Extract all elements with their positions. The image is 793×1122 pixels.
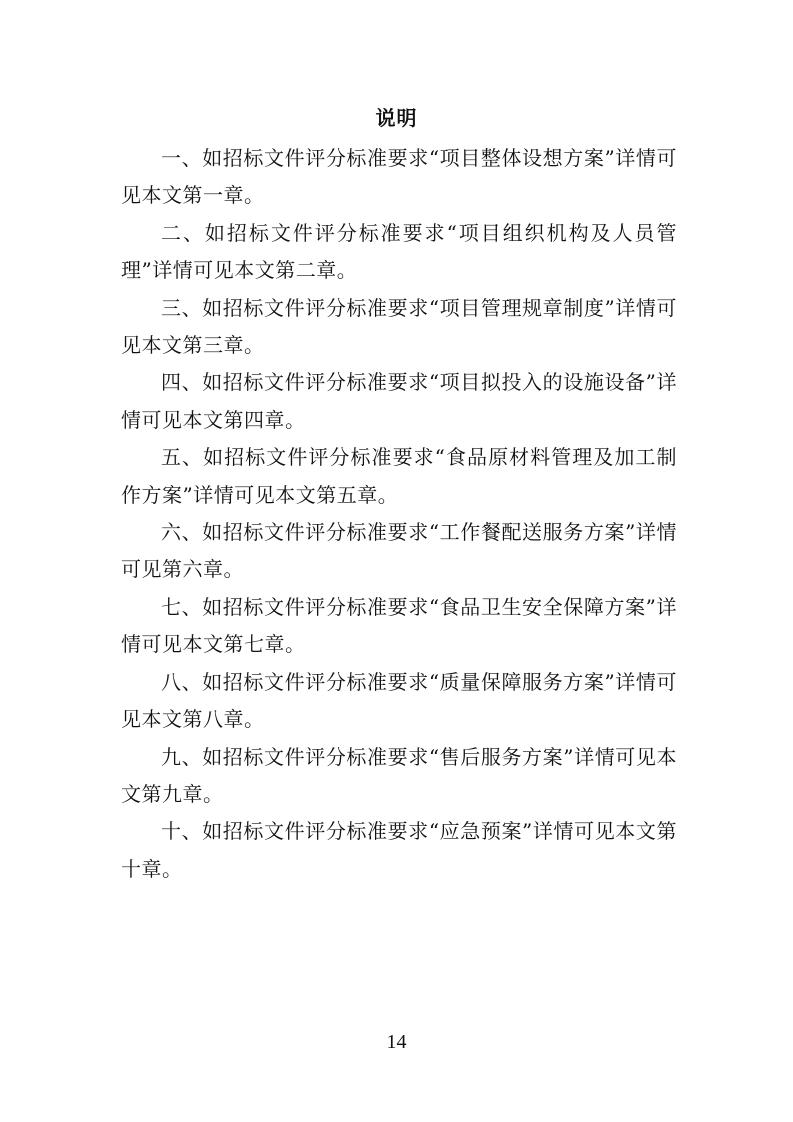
paragraph-4: 四、如招标文件评分标准要求“项目拟投入的设施设备”详情可见本文第四章。 bbox=[121, 370, 677, 432]
paragraph-5: 五、如招标文件评分标准要求“食品原材料管理及加工制作方案”详情可见本文第五章。 bbox=[121, 445, 677, 507]
page-title: 说明 bbox=[375, 106, 418, 130]
paragraph-9: 九、如招标文件评分标准要求“售后服务方案”详情可见本文第九章。 bbox=[121, 744, 677, 806]
paragraph-8: 八、如招标文件评分标准要求“质量保障服务方案”详情可见本文第八章。 bbox=[121, 669, 677, 732]
paragraph-3: 三、如招标文件评分标准要求“项目管理规章制度”详情可见本文第三章。 bbox=[121, 295, 677, 358]
paragraph-6: 六、如招标文件评分标准要求“工作餐配送服务方案”详情可见第六章。 bbox=[121, 520, 677, 582]
page-number: 14 bbox=[386, 1031, 407, 1053]
paragraph-10: 十、如招标文件评分标准要求“应急预案”详情可见本文第十章。 bbox=[121, 819, 677, 881]
paragraph-1: 一、如招标文件评分标准要求“项目整体设想方案”详情可见本文第一章。 bbox=[121, 146, 677, 208]
paragraph-2: 二、如招标文件评分标准要求“项目组织机构及人员管理”详情可见本文第二章。 bbox=[121, 220, 677, 283]
paragraph-7: 七、如招标文件评分标准要求“食品卫生安全保障方案”详情可见本文第七章。 bbox=[121, 594, 677, 657]
document-body bbox=[121, 140, 677, 888]
